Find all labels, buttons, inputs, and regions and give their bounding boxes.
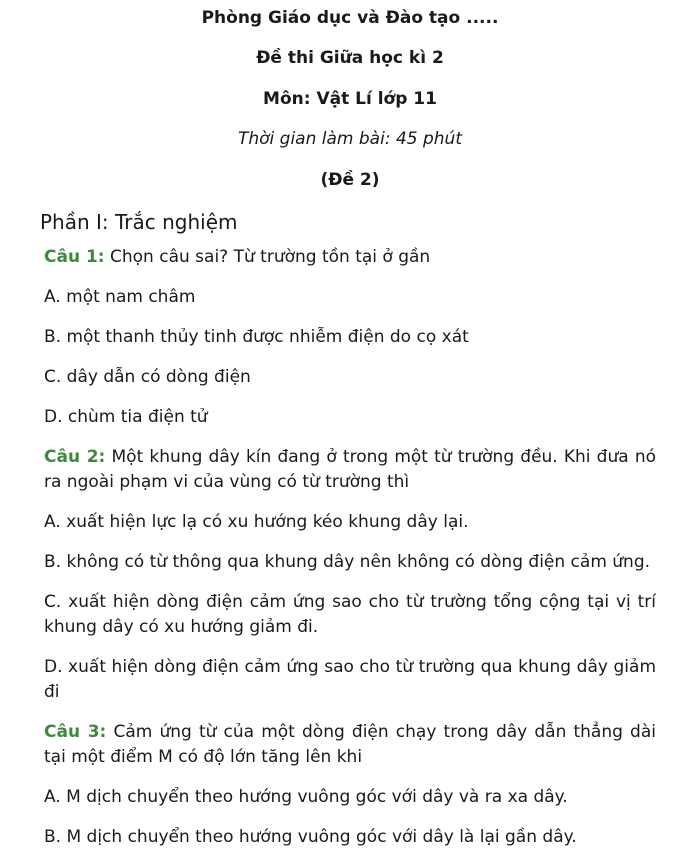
question-label: Câu 3: bbox=[44, 722, 107, 742]
question-text: Cảm ứng từ của một dòng điện chạy trong dây dẫn thẳng dài tại một điểm M có độ lớn tăng lên khi bbox=[44, 722, 656, 767]
option-1b: B. một thanh thủy tinh được nhiễm điện do cọ xát bbox=[44, 327, 469, 347]
section-title: Phần I: Trắc nghiệm bbox=[40, 210, 238, 234]
option-2b: B. không có từ thông qua khung dây nên không có dòng điện cảm ứng. bbox=[44, 552, 651, 572]
option-1c: C. dây dẫn có dòng điện bbox=[44, 367, 251, 387]
question-label: Câu 2: bbox=[44, 447, 106, 467]
option-2d: D. xuất hiện dòng điện cảm ứng sao cho từ trường qua khung dây giảm đi bbox=[44, 657, 656, 702]
option-3b: B. M dịch chuyển theo hướng vuông góc với dây là lại gần dây. bbox=[44, 827, 577, 847]
exam-version: (Đề 2) bbox=[320, 170, 380, 190]
option-3a: A. M dịch chuyển theo hướng vuông góc với dây và ra xa dây. bbox=[44, 787, 568, 807]
option-2c: C. xuất hiện dòng điện cảm ứng sao cho từ trường tổng cộng tại vị trí khung dây có xu hướng giảm đi. bbox=[44, 592, 656, 637]
question-label: Câu 1: bbox=[44, 247, 105, 267]
subject-heading: Môn: Vật Lí lớp 11 bbox=[263, 89, 437, 109]
question-2 bbox=[44, 445, 656, 495]
question-3 bbox=[44, 720, 656, 770]
question-1 bbox=[44, 245, 656, 270]
option-2a: A. xuất hiện lực lạ có xu hướng kéo khung dây lại. bbox=[44, 512, 469, 532]
question-text: Một khung dây kín đang ở trong một từ trường đều. Khi đưa nó ra ngoài phạm vi của vùng có từ trường thì bbox=[44, 447, 656, 492]
option-1a: A. một nam châm bbox=[44, 287, 196, 307]
question-text: Chọn câu sai? Từ trường tồn tại ở gần bbox=[104, 247, 431, 267]
option-1d: D. chùm tia điện tử bbox=[44, 407, 208, 427]
department-heading: Phòng Giáo dục và Đào tạo ..... bbox=[201, 8, 499, 28]
exam-title: Đề thi Giữa học kì 2 bbox=[256, 48, 444, 68]
exam-time: Thời gian làm bài: 45 phút bbox=[237, 129, 462, 149]
